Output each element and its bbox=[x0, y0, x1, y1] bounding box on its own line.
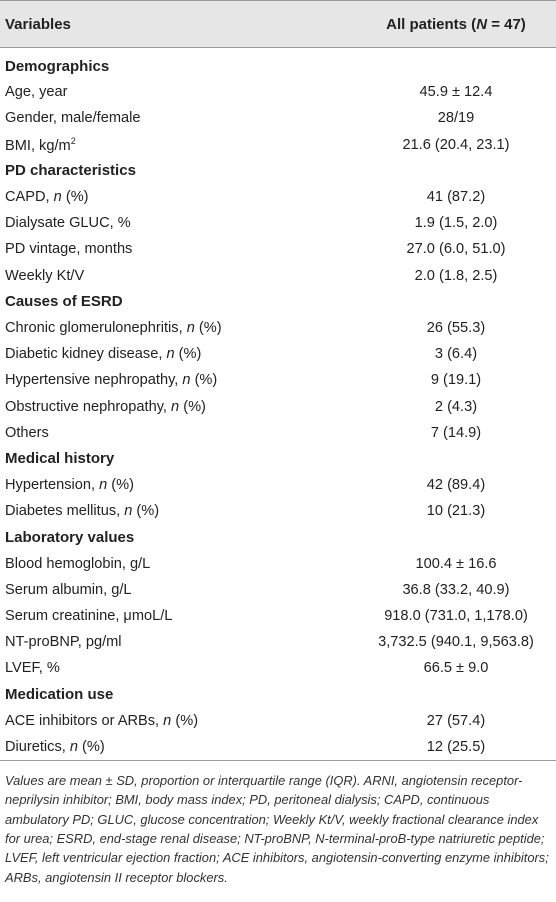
table-row bbox=[0, 551, 556, 577]
label-text: Gender, male/female bbox=[5, 110, 141, 127]
label-text: Medical history bbox=[5, 450, 115, 468]
label-text: Weekly Kt/V bbox=[5, 267, 85, 284]
row-value: 7 (14.9) bbox=[430, 424, 482, 441]
row-label bbox=[0, 84, 356, 100]
section-label bbox=[0, 686, 356, 703]
row-label bbox=[0, 241, 356, 257]
section-heading bbox=[0, 53, 556, 79]
table-row bbox=[0, 367, 556, 393]
row-label bbox=[0, 582, 356, 598]
table-row bbox=[0, 498, 556, 524]
table-row bbox=[0, 393, 556, 419]
row-value: 66.5 ± 9.0 bbox=[423, 660, 489, 677]
label-italic: n bbox=[166, 346, 175, 363]
label-text: Blood hemoglobin, g/L bbox=[5, 555, 151, 572]
section-heading bbox=[0, 289, 556, 315]
row-value: 10 (21.3) bbox=[426, 503, 486, 520]
header-variables: Variables bbox=[5, 15, 71, 33]
label-tail: (%) bbox=[171, 712, 199, 729]
label-text: LVEF, % bbox=[5, 660, 60, 677]
label-text: Demographics bbox=[5, 57, 110, 75]
label-text: Dialysate GLUC, % bbox=[5, 215, 131, 232]
row-value: 27 (57.4) bbox=[426, 712, 486, 729]
row-label bbox=[0, 399, 356, 415]
label-text: PD characteristics bbox=[5, 162, 136, 180]
label-text: Age, year bbox=[5, 84, 68, 101]
row-label bbox=[0, 189, 356, 205]
table-row bbox=[0, 708, 556, 734]
row-value: 28/19 bbox=[437, 110, 475, 127]
row-value: 2 (4.3) bbox=[434, 398, 478, 415]
row-label bbox=[0, 503, 356, 519]
label-text: BMI, kg/m bbox=[5, 137, 71, 154]
table-row bbox=[0, 655, 556, 681]
label-text: Diabetic kidney disease, bbox=[5, 346, 167, 363]
label-text: Diuretics, bbox=[5, 738, 70, 755]
table-row bbox=[0, 210, 556, 236]
row-label bbox=[0, 136, 356, 154]
row-value: 3 (6.4) bbox=[434, 346, 478, 363]
row-value: 36.8 (33.2, 40.9) bbox=[402, 581, 510, 598]
row-value: 3,732.5 (940.1, 9,563.8) bbox=[378, 634, 534, 651]
row-label bbox=[0, 608, 356, 624]
row-value: 1.9 (1.5, 2.0) bbox=[414, 215, 498, 232]
row-label bbox=[0, 660, 356, 676]
table-row bbox=[0, 79, 556, 105]
label-italic: n bbox=[124, 503, 133, 520]
table-row bbox=[0, 341, 556, 367]
label-text: Obstructive nephropathy, bbox=[5, 398, 172, 415]
label-text: Chronic glomerulonephritis, bbox=[5, 319, 187, 336]
row-label bbox=[0, 634, 356, 650]
row-value: 27.0 (6.0, 51.0) bbox=[406, 241, 506, 258]
label-text: NT-proBNP, pg/ml bbox=[5, 634, 122, 651]
label-tail: (%) bbox=[61, 189, 89, 206]
section-label bbox=[0, 450, 356, 467]
row-label bbox=[0, 739, 356, 755]
row-value: 21.6 (20.4, 23.1) bbox=[402, 136, 510, 153]
section-heading bbox=[0, 158, 556, 184]
table-row bbox=[0, 603, 556, 629]
row-label bbox=[0, 215, 356, 231]
row-value: 26 (55.3) bbox=[426, 319, 486, 336]
row-label bbox=[0, 556, 356, 572]
label-tail: (%) bbox=[194, 319, 222, 336]
section-heading bbox=[0, 682, 556, 708]
label-text: Others bbox=[5, 424, 49, 441]
table-row bbox=[0, 734, 556, 760]
label-italic: n bbox=[69, 738, 78, 755]
header-n: N bbox=[476, 15, 488, 33]
label-text: Serum creatinine, μmoL/L bbox=[5, 608, 173, 625]
table-body bbox=[0, 48, 556, 760]
table-row bbox=[0, 577, 556, 603]
table-row bbox=[0, 132, 556, 158]
label-italic: n bbox=[163, 712, 172, 729]
label-tail: (%) bbox=[78, 738, 105, 755]
label-tail: (%) bbox=[174, 346, 202, 363]
section-heading bbox=[0, 524, 556, 550]
table-row bbox=[0, 263, 556, 289]
table-row bbox=[0, 184, 556, 210]
row-value: 2.0 (1.8, 2.5) bbox=[414, 267, 498, 284]
row-label bbox=[0, 477, 356, 493]
label-text: Hypertensive nephropathy, bbox=[5, 372, 183, 389]
row-label bbox=[0, 320, 356, 336]
table-row bbox=[0, 315, 556, 341]
label-italic: n bbox=[99, 477, 108, 494]
label-text: Diabetes mellitus, bbox=[5, 503, 125, 520]
row-label bbox=[0, 346, 356, 362]
row-label bbox=[0, 425, 356, 441]
row-value: 100.4 ± 16.6 bbox=[415, 555, 497, 572]
section-label bbox=[0, 162, 356, 179]
label-italic: n bbox=[182, 372, 191, 389]
row-value: 42 (89.4) bbox=[426, 477, 486, 494]
section-label bbox=[0, 58, 356, 75]
label-text: Serum albumin, g/L bbox=[5, 581, 132, 598]
row-value: 9 (19.1) bbox=[430, 372, 482, 389]
label-tail: (%) bbox=[107, 477, 134, 494]
label-tail: (%) bbox=[132, 503, 160, 520]
label-text: CAPD, bbox=[5, 189, 54, 206]
label-text: Medication use bbox=[5, 686, 114, 704]
label-text: Laboratory values bbox=[5, 528, 135, 546]
section-label bbox=[0, 293, 356, 310]
table-row bbox=[0, 236, 556, 262]
row-value: 45.9 ± 12.4 bbox=[419, 84, 493, 101]
label-text: ACE inhibitors or ARBs, bbox=[5, 712, 164, 729]
label-superscript: 2 bbox=[70, 135, 76, 146]
label-text: PD vintage, months bbox=[5, 241, 133, 258]
row-value: 41 (87.2) bbox=[426, 189, 486, 206]
row-label bbox=[0, 110, 356, 126]
header-all-patients bbox=[356, 16, 556, 33]
label-text: Causes of ESRD bbox=[5, 293, 123, 311]
table-header bbox=[0, 0, 556, 48]
row-label bbox=[0, 268, 356, 284]
table-row bbox=[0, 472, 556, 498]
table-row bbox=[0, 629, 556, 655]
row-value: 918.0 (731.0, 1,178.0) bbox=[384, 608, 528, 625]
label-text: Hypertension, bbox=[5, 477, 100, 494]
section-label bbox=[0, 529, 356, 546]
row-label bbox=[0, 372, 356, 388]
row-label bbox=[0, 713, 356, 729]
label-italic: n bbox=[171, 398, 180, 415]
table-row bbox=[0, 105, 556, 131]
table-row bbox=[0, 420, 556, 446]
row-value: 12 (25.5) bbox=[426, 738, 486, 755]
label-tail: (%) bbox=[190, 372, 218, 389]
label-tail: (%) bbox=[179, 398, 206, 415]
table-footnote: Values are mean ± SD, proportion or interquartile range (IQR). ARNI, angiotensin receptor-neprilysin inhibitor; BMI, body mass index; PD, peritoneal dialysis; CAPD, continuous ambulatory PD; GLUC, glucose concentration; Weekly Kt/V, weekly fractional clearance index for urea; ESRD, end-stage renal disease; NT-proBNP, N-terminal-proB-type natriuretic peptide; LVEF, left ventricular ejection fraction; ACE inhibitors, angiotensin-converting enzyme inhibitors; ARBs, angiotensin II receptor blockers. bbox=[5, 773, 549, 885]
label-italic: n bbox=[53, 189, 62, 206]
label-italic: n bbox=[186, 319, 195, 336]
section-heading bbox=[0, 446, 556, 472]
header-prefix: All patients ( bbox=[386, 15, 477, 33]
header-suffix: = 47) bbox=[487, 15, 526, 33]
